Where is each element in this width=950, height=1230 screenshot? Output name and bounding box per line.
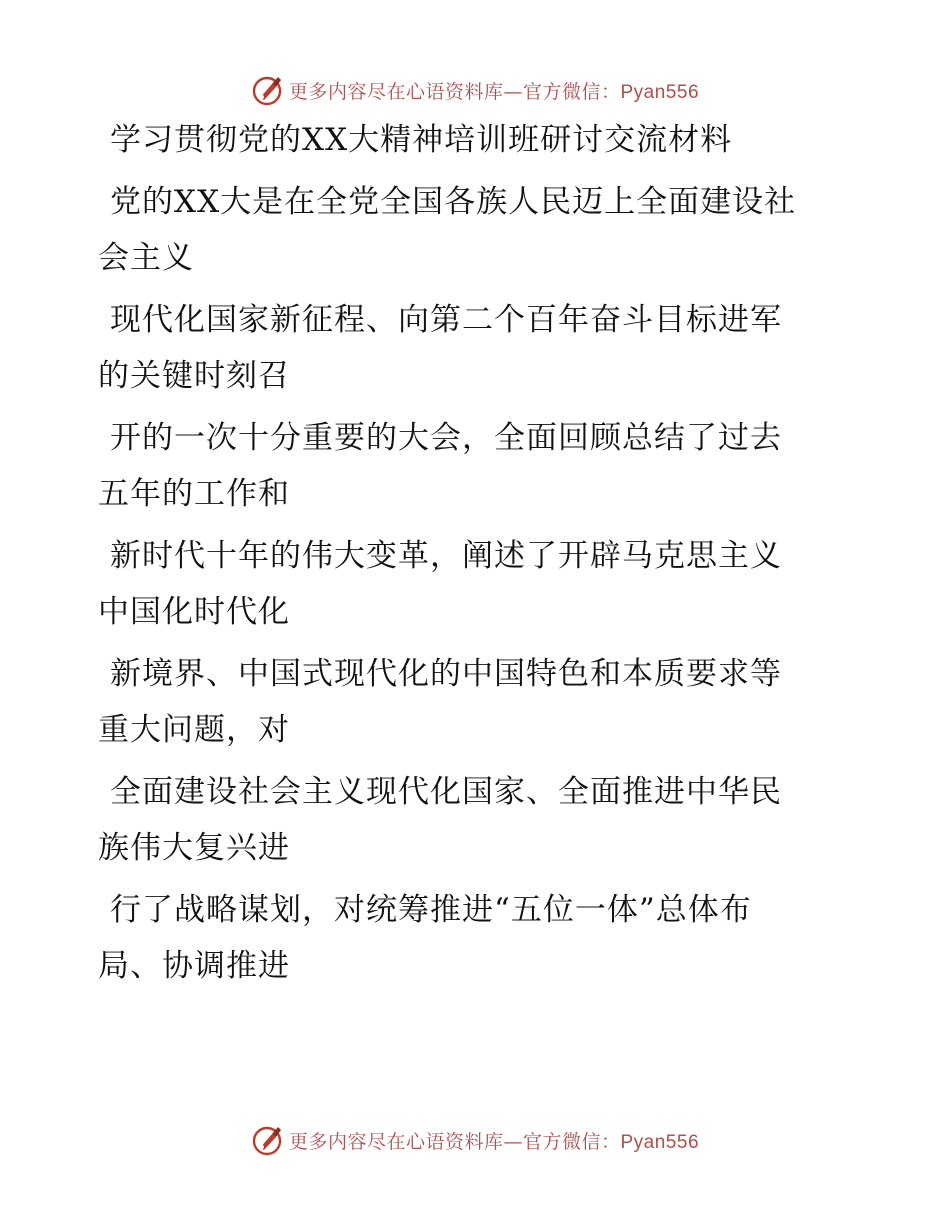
paragraph-line: 党的XX大是在全党全国各族人民迈上全面建设社 — [110, 184, 797, 220]
paragraph-line: 中国化时代化 — [98, 594, 290, 630]
banner-text: 更多内容尽在心语资料库—官方微信：Pyan556 — [288, 1130, 700, 1153]
header-banner — [0, 70, 950, 110]
paragraph — [98, 772, 858, 868]
paragraph — [98, 536, 858, 632]
paragraph-line: 五年的工作和 — [98, 476, 290, 512]
paragraph — [98, 418, 858, 514]
paragraph — [98, 300, 858, 396]
paragraph-line: 族伟大复兴进 — [98, 830, 290, 866]
paragraph — [98, 890, 858, 986]
paragraph-line: 开的一次十分重要的大会，全面回顾总结了过去 — [110, 420, 782, 456]
document-title: 学习贯彻党的XX大精神培训班研讨交流材料 — [110, 122, 733, 158]
paragraph — [98, 654, 858, 750]
paragraph-line: 新境界、中国式现代化的中国特色和本质要求等 — [110, 656, 782, 692]
banner-text: 更多内容尽在心语资料库—官方微信：Pyan556 — [288, 80, 700, 103]
paragraph-line: 行了战略谋划，对统筹推进“五位一体”总体布 — [110, 892, 752, 928]
pen-logo-icon — [251, 73, 285, 107]
paragraph — [98, 182, 858, 278]
paragraph-line: 局、协调推进 — [98, 948, 290, 984]
paragraph-line: 现代化国家新征程、向第二个百年奋斗目标进军 — [110, 302, 782, 338]
document-body — [98, 120, 858, 1008]
paragraph-line: 全面建设社会主义现代化国家、全面推进中华民 — [110, 774, 782, 810]
paragraph-line: 新时代十年的伟大变革，阐述了开辟马克思主义 — [110, 538, 782, 574]
paragraph-line: 重大问题，对 — [98, 712, 290, 748]
footer-banner — [0, 1120, 950, 1160]
pen-logo-icon — [251, 1123, 285, 1157]
paragraph-line: 会主义 — [98, 240, 194, 276]
paragraph-line: 的关键时刻召 — [98, 358, 290, 394]
